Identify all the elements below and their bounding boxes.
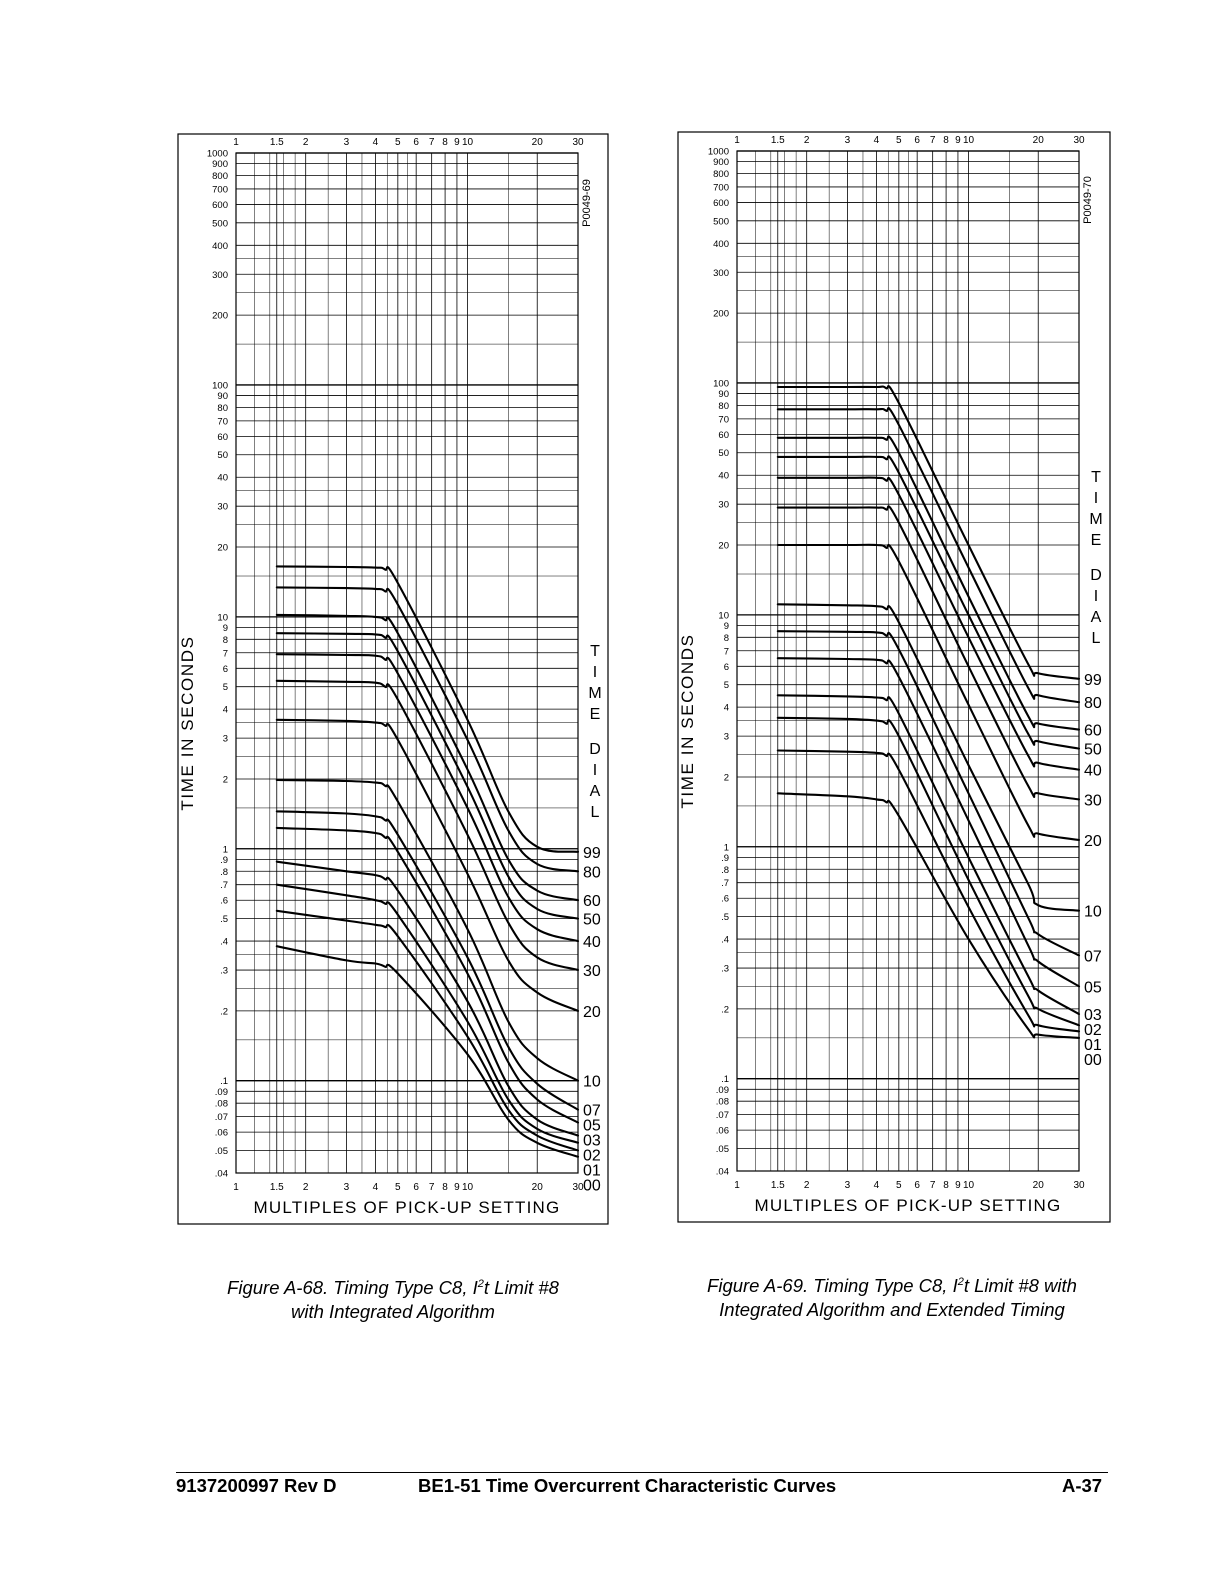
series-end-label-99: 99	[583, 844, 601, 862]
y-tick-label: 80	[718, 400, 729, 412]
x-tick-label-bottom: 5	[896, 1180, 902, 1191]
chart-1	[178, 134, 608, 1224]
legend-title-letter: I	[1093, 490, 1099, 507]
y-tick-label: 30	[217, 501, 228, 513]
figure-a69-caption-superscript: 2	[957, 1276, 964, 1288]
y-tick-label: 4	[222, 704, 228, 716]
chart-grid	[236, 153, 578, 1173]
x-tick-label-top: 1.5	[770, 135, 785, 146]
x-tick-label-bottom: 10	[962, 1180, 975, 1191]
x-tick-label-bottom: 7	[428, 1182, 435, 1193]
x-tick-label-bottom: 20	[531, 1182, 543, 1193]
x-tick-label-bottom: 6	[413, 1182, 419, 1193]
y-tick-label: 100	[713, 378, 729, 390]
y-tick-label: 500	[713, 216, 729, 228]
series-line-10	[277, 780, 578, 1081]
y-tick-label: 8	[222, 634, 228, 646]
series-end-label-10: 10	[1084, 903, 1102, 921]
legend-title-letter: I	[592, 762, 598, 779]
y-tick-label: 1000	[707, 146, 729, 158]
x-tick-label-bottom: 9	[454, 1182, 460, 1193]
y-tick-label: 3	[222, 733, 228, 745]
legend-title-letter: E	[1090, 532, 1102, 549]
y-tick-label: 5	[723, 680, 729, 692]
series-end-label-60: 60	[1084, 722, 1102, 740]
y-tick-label: 5	[222, 682, 228, 694]
x-axis-title: MULTIPLES OF PICK-UP SETTING	[253, 1198, 561, 1217]
footer-rule	[176, 1472, 1108, 1473]
legend-title-letter: D	[1090, 567, 1102, 584]
legend-title-letter: L	[1091, 630, 1101, 647]
x-tick-label-top: 7	[428, 137, 435, 148]
plot-area	[236, 153, 578, 1173]
figure-a68-caption-line2: with Integrated Algorithm	[291, 1301, 495, 1323]
y-tick-label: 50	[718, 448, 729, 460]
figure-a68-caption	[180, 1272, 606, 1324]
y-tick-label: 200	[212, 310, 228, 322]
figure-a69-caption	[672, 1270, 1112, 1322]
x-tick-label-top: 6	[914, 135, 920, 146]
x-tick-label-top: 10	[461, 137, 474, 148]
x-tick-label-top: 8	[943, 135, 949, 146]
y-tick-label: 7	[723, 646, 729, 658]
series-line-02	[277, 885, 578, 1143]
series-line-20	[277, 720, 578, 1011]
series-group	[277, 566, 578, 1156]
legend-title-letter: E	[589, 706, 601, 723]
x-tick-label-bottom: 4	[372, 1182, 379, 1193]
x-tick-label-top: 20	[1032, 135, 1044, 146]
x-tick-label-top: 7	[929, 135, 936, 146]
y-tick-label: 4	[723, 702, 729, 714]
x-tick-label-top: 1.5	[269, 137, 284, 148]
y-tick-label: 20	[217, 542, 228, 554]
legend-title-letter: T	[1091, 469, 1101, 486]
y-tick-label: 900	[713, 157, 729, 169]
y-tick-label: 60	[718, 429, 729, 441]
y-tick-label: .05	[715, 1144, 729, 1156]
y-tick-label: 800	[713, 168, 729, 180]
y-tick-label: .3	[220, 965, 228, 977]
y-tick-label: 9	[222, 622, 228, 634]
x-tick-label-bottom: 7	[929, 1180, 936, 1191]
legend-title	[1089, 469, 1102, 647]
legend-title-letter: I	[592, 664, 598, 681]
x-tick-label-top: 2	[302, 137, 309, 148]
y-tick-label: 7	[222, 648, 228, 660]
x-tick-label-bottom: 8	[943, 1180, 949, 1191]
series-end-label-00: 00	[583, 1177, 601, 1195]
x-tick-label-bottom: 2	[302, 1182, 309, 1193]
series-line-30	[778, 506, 1079, 799]
series-line-10	[778, 604, 1079, 910]
x-tick-label-top: 30	[572, 137, 584, 148]
y-axis-title: TIME IN SECONDS	[178, 635, 197, 811]
series-end-label-07: 07	[1084, 948, 1102, 966]
chart-frame	[678, 132, 1110, 1222]
y-tick-label: 40	[718, 470, 729, 482]
x-tick-label-top: 8	[442, 137, 448, 148]
y-tick-label: .05	[214, 1146, 228, 1158]
footer-page-number: A-37	[1062, 1475, 1103, 1496]
y-tick-label: .9	[721, 852, 729, 864]
y-tick-label: .1	[721, 1074, 729, 1086]
y-tick-label: .04	[715, 1166, 729, 1178]
y-tick-label: 1	[723, 842, 729, 854]
series-end-label-05: 05	[1084, 979, 1102, 997]
y-tick-label: 2	[723, 772, 729, 784]
figure-a69-caption-line1-post: t Limit #8 with	[963, 1275, 1077, 1297]
x-tick-label-top: 1	[233, 137, 239, 148]
x-tick-label-bottom: 20	[1032, 1180, 1044, 1191]
series-end-label-40: 40	[1084, 762, 1102, 780]
x-tick-label-top: 4	[873, 135, 880, 146]
x-tick-label-bottom: 3	[844, 1180, 851, 1191]
series-end-label-40: 40	[583, 934, 601, 952]
y-tick-label: 600	[713, 197, 729, 209]
series-end-label-60: 60	[583, 893, 601, 911]
legend-title-letter: L	[590, 804, 600, 821]
x-tick-label-top: 30	[1073, 135, 1085, 146]
legend-title-letter: D	[589, 741, 601, 758]
y-tick-label: .5	[220, 914, 228, 926]
y-tick-label: 3	[723, 731, 729, 743]
y-tick-label: 50	[217, 450, 228, 462]
series-end-label-02: 02	[583, 1147, 601, 1165]
figure-a69-caption-line2: Integrated Algorithm and Extended Timing	[719, 1299, 1065, 1321]
tick-labels	[207, 137, 584, 1193]
y-tick-label: .8	[721, 864, 729, 876]
series-line-50	[778, 456, 1079, 748]
y-tick-label: 8	[723, 632, 729, 644]
series-end-label-01: 01	[583, 1162, 601, 1180]
y-tick-label: .4	[220, 936, 228, 948]
x-tick-label-bottom: 1.5	[269, 1182, 284, 1193]
y-tick-label: 700	[713, 182, 729, 194]
y-tick-label: .9	[220, 854, 228, 866]
series-end-label-30: 30	[583, 963, 601, 981]
y-tick-label: 800	[212, 170, 228, 182]
y-tick-label: 300	[212, 269, 228, 281]
series-line-07	[277, 811, 578, 1109]
series-end-label-99: 99	[1084, 671, 1102, 689]
y-tick-label: 10	[217, 612, 228, 624]
legend-title-letter: M	[588, 685, 602, 702]
series-end-label-03: 03	[583, 1132, 601, 1150]
y-tick-label: .5	[721, 912, 729, 924]
y-tick-label: .4	[721, 934, 729, 946]
x-tick-label-top: 5	[395, 137, 401, 148]
y-axis-title: TIME IN SECONDS	[678, 633, 697, 809]
series-end-label-30: 30	[1084, 792, 1102, 810]
x-tick-label-bottom: 5	[395, 1182, 401, 1193]
legend-title-letter: T	[590, 643, 600, 660]
series-end-label-10: 10	[583, 1073, 601, 1091]
x-tick-label-top: 6	[413, 137, 419, 148]
figure-id: P0049-70	[1082, 176, 1094, 224]
y-tick-label: .09	[715, 1084, 729, 1096]
x-tick-label-top: 2	[803, 135, 810, 146]
y-tick-label: .07	[214, 1112, 228, 1124]
y-tick-label: .1	[220, 1076, 228, 1088]
x-tick-label-top: 3	[844, 135, 851, 146]
x-tick-label-bottom: 4	[873, 1180, 880, 1191]
x-tick-label-top: 9	[454, 137, 460, 148]
x-tick-label-bottom: 8	[442, 1182, 448, 1193]
y-tick-label: 10	[718, 610, 729, 622]
y-tick-label: 400	[713, 238, 729, 250]
series-end-label-03: 03	[1084, 1007, 1102, 1025]
x-tick-label-top: 20	[531, 137, 543, 148]
series-end-label-02: 02	[1084, 1022, 1102, 1040]
y-tick-label: 80	[217, 402, 228, 414]
y-tick-label: 600	[212, 199, 228, 211]
y-tick-label: .06	[715, 1125, 729, 1137]
x-tick-label-bottom: 9	[955, 1180, 961, 1191]
series-end-label-80: 80	[1084, 695, 1102, 713]
series-line-40	[277, 654, 578, 941]
series-end-labels	[1084, 672, 1102, 1069]
series-end-labels	[583, 845, 601, 1195]
y-tick-label: 20	[718, 540, 729, 552]
x-tick-label-top: 10	[962, 135, 975, 146]
x-axis-title: MULTIPLES OF PICK-UP SETTING	[754, 1196, 1062, 1215]
y-tick-label: .07	[715, 1110, 729, 1122]
y-tick-label: 900	[212, 159, 228, 171]
y-tick-label: 1000	[206, 148, 228, 160]
y-tick-label: .7	[220, 880, 228, 892]
y-tick-label: 60	[217, 431, 228, 443]
x-tick-label-bottom: 1.5	[770, 1180, 785, 1191]
y-tick-label: 300	[713, 267, 729, 279]
x-tick-label-top: 5	[896, 135, 902, 146]
chart-2	[678, 132, 1110, 1222]
series-end-label-07: 07	[583, 1102, 601, 1120]
x-tick-label-bottom: 3	[343, 1182, 350, 1193]
y-tick-label: .8	[220, 866, 228, 878]
y-tick-label: .6	[721, 893, 729, 905]
y-tick-label: .06	[214, 1127, 228, 1139]
figure-a68-caption-superscript: 2	[477, 1278, 484, 1290]
series-end-label-20: 20	[1084, 832, 1102, 850]
y-tick-label: .09	[214, 1086, 228, 1098]
y-tick-label: 1	[222, 844, 228, 856]
series-line-50	[277, 633, 578, 918]
y-tick-label: 30	[718, 499, 729, 511]
y-tick-label: 70	[217, 416, 228, 428]
y-tick-label: 6	[723, 661, 729, 673]
y-tick-label: .2	[721, 1004, 729, 1016]
x-tick-label-top: 9	[955, 135, 961, 146]
series-line-01	[277, 911, 578, 1151]
y-tick-label: .7	[721, 878, 729, 890]
y-tick-label: 200	[713, 308, 729, 320]
series-end-label-50: 50	[583, 911, 601, 929]
series-end-label-05: 05	[583, 1117, 601, 1135]
legend-title-letter: I	[1093, 588, 1099, 605]
y-tick-label: 500	[212, 218, 228, 230]
legend-title-letter: M	[1089, 511, 1103, 528]
series-end-label-01: 01	[1084, 1037, 1102, 1055]
y-tick-label: .04	[214, 1168, 228, 1180]
x-tick-label-bottom: 2	[803, 1180, 810, 1191]
series-group	[778, 386, 1079, 1038]
series-end-label-20: 20	[583, 1003, 601, 1021]
series-end-label-00: 00	[1084, 1052, 1102, 1070]
y-tick-label: 2	[222, 774, 228, 786]
footer-title: BE1-51 Time Overcurrent Characteristic Curves	[418, 1475, 837, 1496]
y-tick-label: .2	[220, 1006, 228, 1018]
y-tick-label: .08	[715, 1096, 729, 1108]
figure-a68-caption-line1-pre: Figure A-68. Timing Type C8, I	[227, 1277, 478, 1299]
x-tick-label-bottom: 30	[1073, 1180, 1085, 1191]
series-end-label-80: 80	[583, 864, 601, 882]
y-tick-label: 70	[718, 414, 729, 426]
x-tick-label-bottom: 10	[461, 1182, 474, 1193]
x-tick-label-bottom: 1	[734, 1180, 740, 1191]
footer-doc-number: 9137200997 Rev D	[176, 1475, 337, 1496]
legend-title-letter: A	[1090, 609, 1102, 626]
x-tick-label-bottom: 1	[233, 1182, 239, 1193]
x-tick-label-top: 4	[372, 137, 379, 148]
y-tick-label: 6	[222, 663, 228, 675]
y-tick-label: 40	[217, 472, 228, 484]
y-tick-label: 9	[723, 620, 729, 632]
y-tick-label: .6	[220, 895, 228, 907]
y-tick-label: 100	[212, 380, 228, 392]
y-tick-label: 700	[212, 184, 228, 196]
x-tick-label-bottom: 30	[572, 1182, 584, 1193]
figure-a68-caption-line1-post: t Limit #8	[483, 1277, 559, 1299]
y-tick-label: 90	[217, 391, 228, 403]
x-tick-label-top: 3	[343, 137, 350, 148]
series-end-label-50: 50	[1084, 741, 1102, 759]
figure-a69-caption-line1-pre: Figure A-69. Timing Type C8, I	[707, 1275, 958, 1297]
x-tick-label-bottom: 6	[914, 1180, 920, 1191]
y-tick-label: 400	[212, 240, 228, 252]
legend-title-letter: A	[589, 783, 601, 800]
x-tick-label-top: 1	[734, 135, 740, 146]
figure-id: P0049-69	[581, 179, 593, 227]
y-tick-label: .3	[721, 963, 729, 975]
y-tick-label: .08	[214, 1098, 228, 1110]
chart-frame	[178, 134, 608, 1224]
legend-title	[588, 643, 601, 821]
y-tick-label: 90	[718, 389, 729, 401]
